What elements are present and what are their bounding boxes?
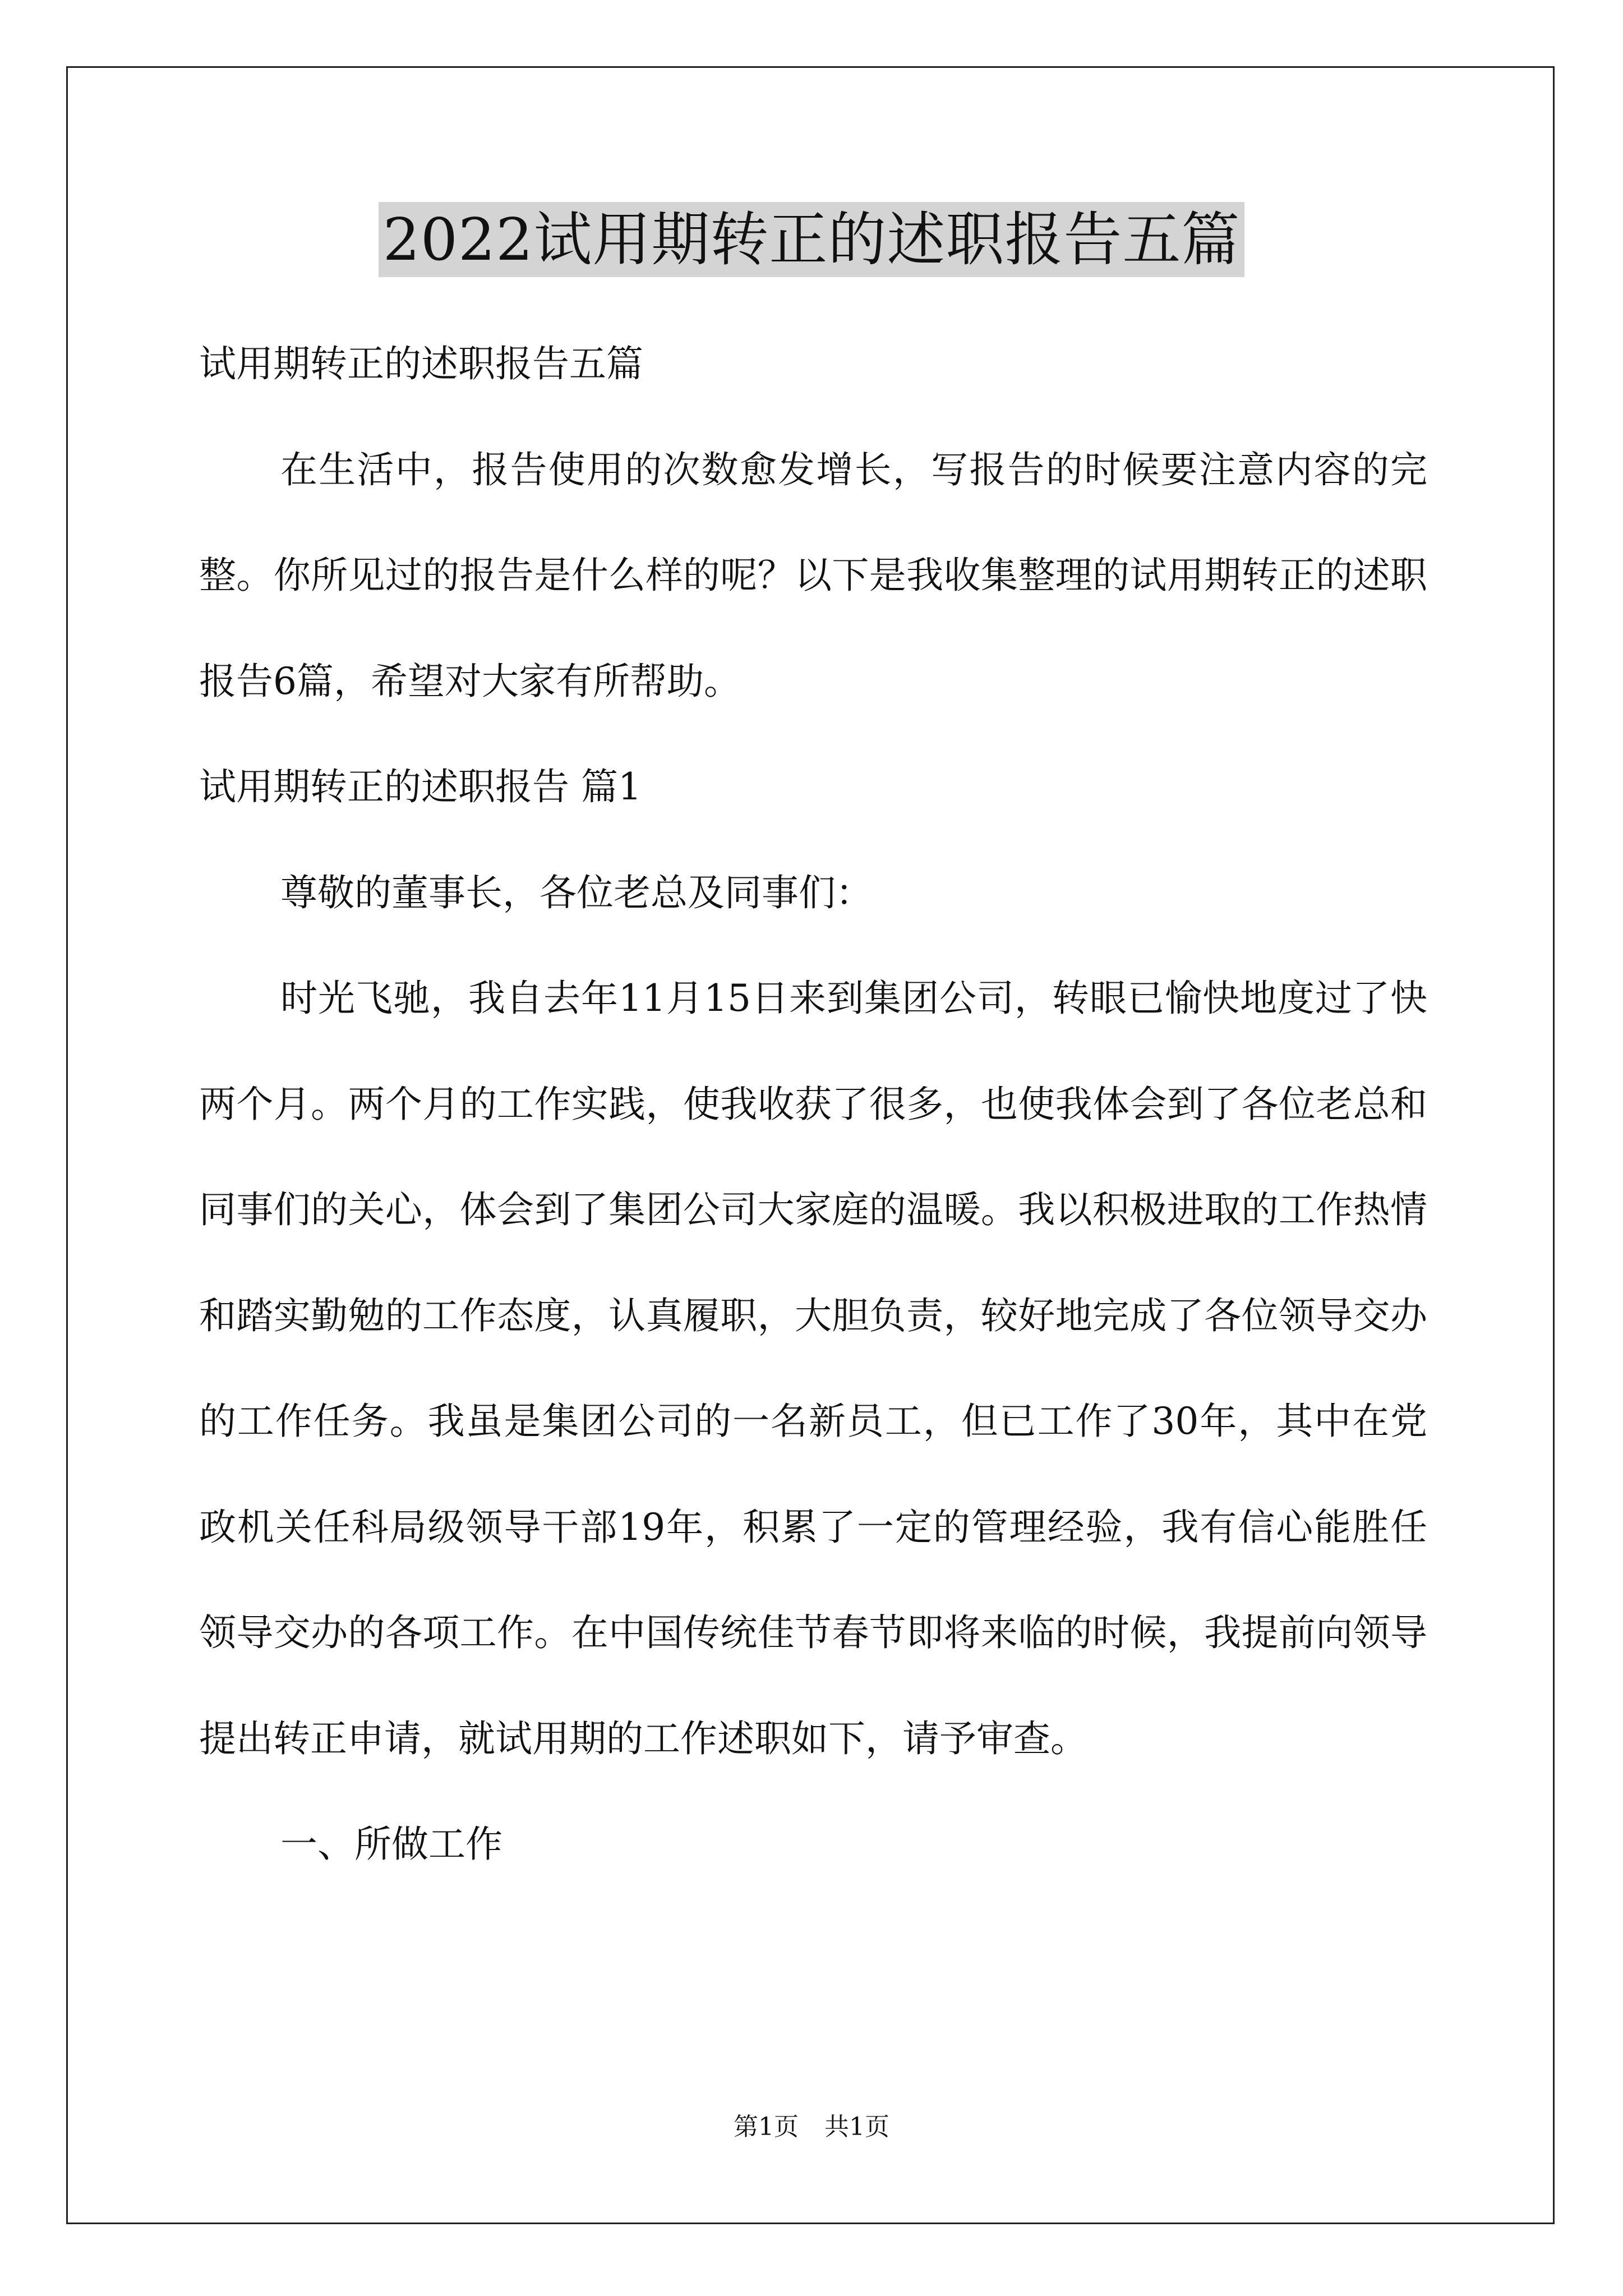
title-container bbox=[0, 202, 1623, 277]
paragraph: 时光飞驰，我自去年11月15日来到集团公司，转眼已愉快地度过了快两个月。两个月的工作实践，使我收获了很多，也使我体会到了各位老总和同事们的关心，体会到了集团公司大家庭的温暖。我以积极进取的工作热情和踏实勤勉的工作态度，认真履职，大胆负责，较好地完成了各位领导交办的工作任务。我虽是集团公司的一名新员工，但已工作了30年，其中在党政机关任科局级领导干部19年，积累了一定的管理经验，我有信心能胜任领导交办的各项工作。在中国传统佳节春节即将来临的时候，我提前向领导提出转正申请，就试用期的工作述职如下，请予审查。 bbox=[199, 977, 1427, 1760]
document-title: 2022试用期转正的述职报告五篇 bbox=[379, 202, 1245, 277]
paragraph: 试用期转正的述职报告五篇 bbox=[199, 342, 643, 385]
page-number: 第1页 bbox=[734, 2113, 799, 2141]
page-footer bbox=[0, 2110, 1623, 2144]
page-total: 共1页 bbox=[824, 2113, 889, 2141]
section-heading: 一、所做工作 bbox=[280, 1823, 502, 1866]
document-body bbox=[199, 311, 1427, 1898]
paragraph: 尊敬的董事长，各位老总及同事们： bbox=[280, 871, 873, 914]
paragraph: 在生活中，报告使用的次数愈发增长，写报告的时候要注意内容的完整。你所见过的报告是什么样的呢？以下是我收集整理的试用期转正的述职报告6篇，希望对大家有所帮助。 bbox=[199, 448, 1427, 703]
paragraph: 试用期转正的述职报告 篇1 bbox=[199, 765, 642, 808]
